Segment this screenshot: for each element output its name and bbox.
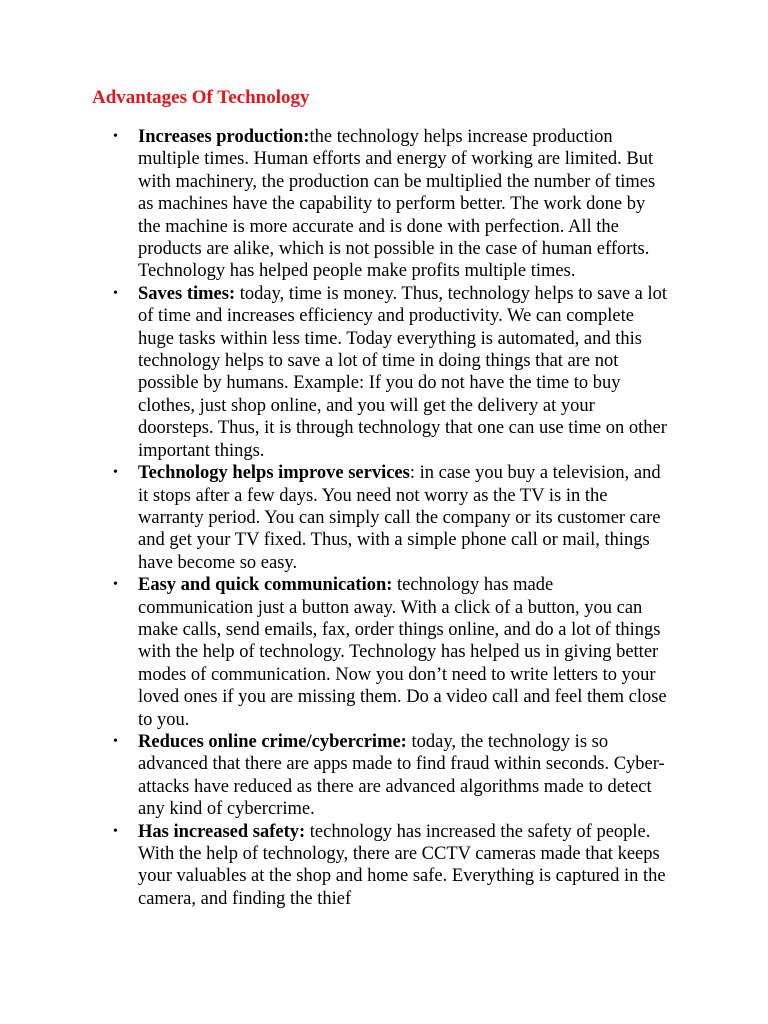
item-text: today, time is money. Thus, technology helps to save a lot of time and increases efficiency and productivity. We can complete huge tasks within less time. Today everything is automated, and this technology helps to save a lot of time in doing things that are not possible by humans. Example: If you do not have the time to buy clothes, just shop online, and you will get the delivery at your doorsteps. Thus, it is through technology that one can use time on other important things. bbox=[138, 283, 668, 461]
bullet-icon: • bbox=[113, 285, 118, 301]
list-item bbox=[0, 283, 668, 462]
advantages-list bbox=[0, 126, 668, 910]
list-item bbox=[0, 574, 668, 731]
item-term: Saves times: bbox=[138, 283, 236, 304]
list-item bbox=[0, 821, 668, 911]
item-term: Has increased safety: bbox=[138, 821, 306, 842]
item-text: technology has increased the safety of people. With the help of technology, there are CCTV cameras made that keeps your valuables at the shop and home safe. Everything is captured in the camera, and finding the thief bbox=[138, 821, 666, 909]
list-item bbox=[0, 126, 668, 283]
bullet-icon: • bbox=[113, 129, 118, 144]
bullet-icon: • bbox=[113, 577, 118, 593]
list-item bbox=[0, 462, 668, 574]
bullet-icon: • bbox=[113, 733, 118, 749]
list-item bbox=[0, 731, 668, 821]
item-term: Technology helps improve services bbox=[138, 463, 410, 484]
item-text: today, the technology is so advanced that there are apps made to find fraud within seconds. Cyber-attacks have reduced as there are advanced algorithms made to detect any kind of cybercrime. bbox=[138, 731, 665, 820]
item-text: the technology helps increase production multiple times. Human efforts and energy of working are limited. But with machinery, the production can be multiplied the number of times as machines have the capability to perform better. The work done by the machine is more accurate and is done with perfection. All the products are alike, which is not possible in the case of human efforts. Technology has helped people make profits multiple times. bbox=[138, 127, 656, 282]
bullet-icon: • bbox=[113, 823, 118, 839]
item-term: Easy and quick communication: bbox=[138, 575, 393, 596]
bullet-icon: • bbox=[113, 465, 118, 481]
item-text: technology has made communication just a button away. With a click of a button, you can make calls, send emails, fax, order things online, and do a lot of things with the help of technology. Technology has helped us in giving better modes of communication. Now you don’t need to write letters to your loved ones if you are missing them. Do a video call and feel them close to you. bbox=[138, 575, 667, 730]
item-text: : in case you buy a television, and it stops after a few days. You need not worry as the TV is in the warranty period. You can simply call the company or its customer care and get your TV fixed. Thus, with a simple phone call or mail, things have become so easy. bbox=[138, 463, 661, 573]
page-title: Advantages Of Technology bbox=[92, 87, 310, 108]
item-term: Reduces online crime/cybercrime: bbox=[138, 731, 407, 752]
item-term: Increases production: bbox=[138, 127, 310, 147]
